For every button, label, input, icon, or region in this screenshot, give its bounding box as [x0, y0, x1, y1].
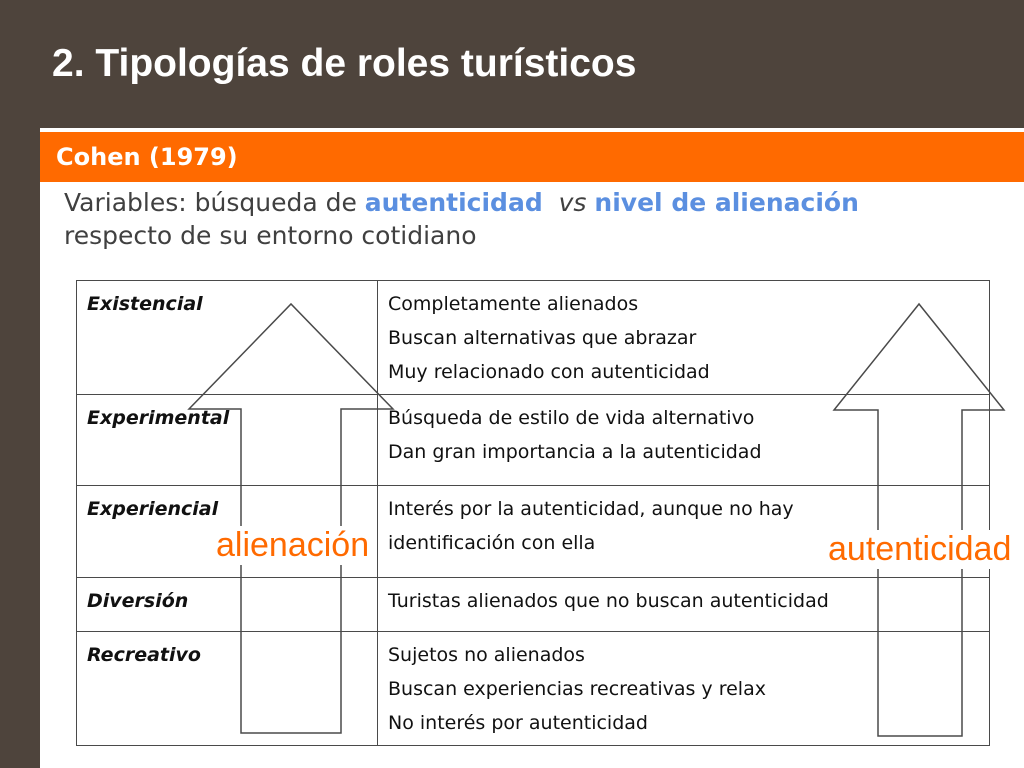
role-name: Diversión — [77, 578, 378, 632]
description-line: identificación con ella — [388, 532, 596, 554]
subtitle-term-alienation: nivel de alienación — [594, 188, 859, 217]
subtitle-suffix: respecto de su entorno cotidiano — [64, 221, 477, 250]
description-line: Turistas alienados que no buscan autenticidad — [388, 590, 829, 612]
table-row — [77, 395, 990, 486]
alienation-label: alienación — [216, 526, 370, 564]
subtitle-term-authenticity: autenticidad — [364, 188, 543, 217]
table-row — [77, 632, 990, 746]
description-line: Buscan alternativas que abrazar — [388, 327, 697, 349]
role-description — [378, 395, 990, 486]
role-name: Experiencial — [77, 486, 378, 578]
table-row — [77, 281, 990, 395]
description-line: Sujetos no alienados — [388, 644, 585, 666]
title-bar — [0, 0, 1024, 128]
description-line: Dan gran importancia a la autenticidad — [388, 441, 762, 463]
slide-title: 2. Tipologías de roles turísticos — [52, 42, 637, 85]
variables-subtitle — [64, 186, 1014, 252]
description-line: Búsqueda de estilo de vida alternativo — [388, 407, 755, 429]
roles-table — [76, 280, 990, 746]
description-line: Interés por la autenticidad, aunque no hay — [388, 498, 794, 520]
authenticity-label: autenticidad — [828, 530, 1012, 568]
description-line: Muy relacionado con autenticidad — [388, 361, 710, 383]
description-line: No interés por autenticidad — [388, 712, 648, 734]
source-citation: Cohen (1979) — [56, 143, 238, 171]
role-description — [378, 578, 990, 632]
role-name: Recreativo — [77, 632, 378, 746]
description-line: Completamente alienados — [388, 293, 639, 315]
subtitle-prefix: Variables: búsqueda de — [64, 188, 365, 217]
table-row — [77, 578, 990, 632]
role-description — [378, 632, 990, 746]
subtitle-vs: vs — [558, 188, 587, 217]
description-line: Buscan experiencias recreativas y relax — [388, 678, 766, 700]
role-description — [378, 281, 990, 395]
role-name: Existencial — [77, 281, 378, 395]
role-name: Experimental — [77, 395, 378, 486]
